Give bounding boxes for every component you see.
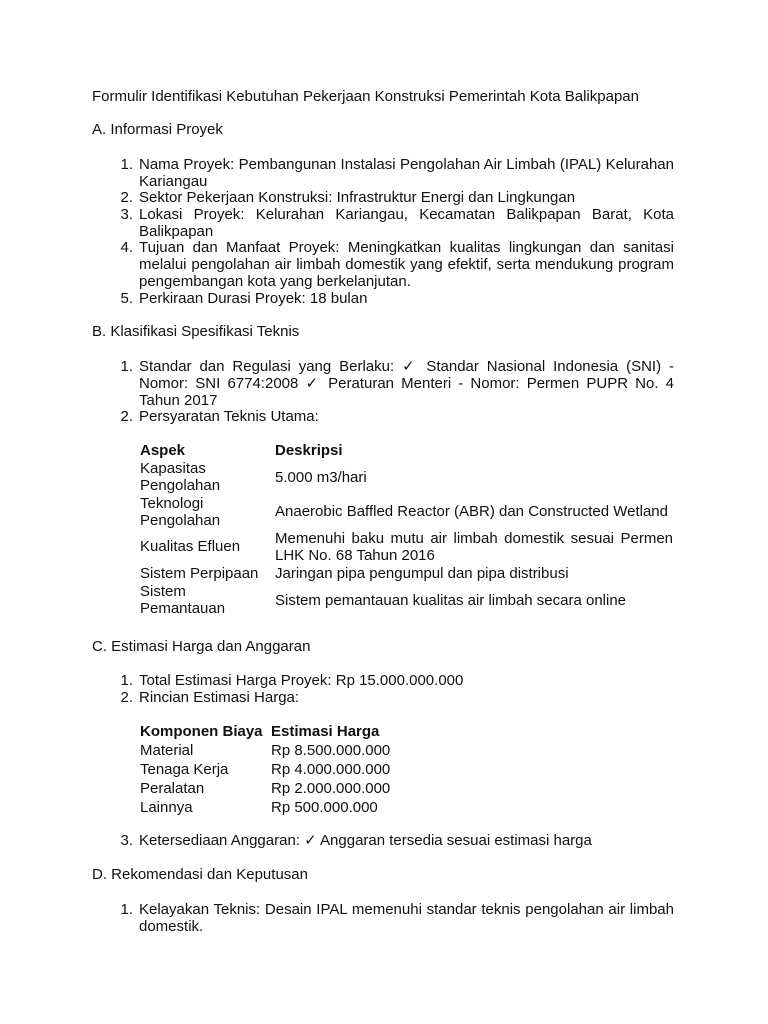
table-row: [140, 798, 390, 817]
table-row: [140, 583, 673, 617]
list-text: Ketersediaan Anggaran: ✓ Anggaran tersedia sesuai estimasi harga: [139, 832, 592, 849]
list-text: Rincian Estimasi Harga:: [139, 689, 300, 706]
column-header: Aspek: [140, 442, 186, 459]
list-text: Total Estimasi Harga Proyek: Rp 15.000.000.000: [139, 672, 464, 689]
table-cell: Sistem pemantauan kualitas air limbah secara online: [275, 591, 627, 609]
table-header-row: [140, 441, 673, 460]
list-text: Perkiraan Durasi Proyek: 18 bulan: [139, 290, 368, 307]
list-number: 3.: [120, 206, 133, 223]
table-cell: Lainnya: [140, 799, 193, 816]
list-number: 5.: [120, 290, 133, 307]
section-b-heading: B. Klasifikasi Spesifikasi Teknis: [92, 323, 300, 340]
table-cell: Rp 500.000.000: [271, 799, 378, 816]
list-number: 3.: [120, 832, 133, 849]
table-cell: Tenaga Kerja: [140, 761, 229, 778]
column-header: Deskripsi: [275, 442, 343, 459]
list-number: 1.: [120, 156, 133, 173]
section-a-heading: A. Informasi Proyek: [92, 121, 223, 138]
column-header: Estimasi Harga: [271, 723, 380, 740]
table-cell: Sistem Pemantauan: [140, 583, 226, 617]
list-number: 2.: [120, 689, 133, 706]
section-d-heading: D. Rekomendasi dan Keputusan: [92, 866, 308, 883]
table-cell: 5.000 m3/hari: [275, 468, 367, 486]
table-row: [140, 529, 673, 564]
list-text: Standar dan Regulasi yang Berlaku: ✓ Standar Nasional Indonesia (SNI) - Nomor: SNI 6774:2008 ✓ Peraturan Menteri - Nomor: Permen PUPR No. 4 Tahun 2017: [139, 358, 674, 409]
table-cell: Material: [140, 742, 194, 759]
column-header: Komponen Biaya: [140, 723, 263, 740]
list-text: Persyaratan Teknis Utama:: [139, 408, 319, 425]
document-title: Formulir Identifikasi Kebutuhan Pekerjaan Konstruksi Pemerintah Kota Balikpapan: [92, 88, 639, 105]
list-number: 1.: [120, 358, 133, 375]
table-row: [140, 741, 390, 760]
list-number: 4.: [120, 239, 133, 256]
table-cell: Rp 2.000.000.000: [271, 780, 391, 797]
list-number: 1.: [120, 672, 133, 689]
table-row: [140, 779, 390, 798]
table-cell: Memenuhi baku mutu air limbah domestik sesuai Permen LHK No. 68 Tahun 2016: [275, 529, 673, 564]
list-number: 2.: [120, 408, 133, 425]
technical-requirements-table: [140, 441, 673, 617]
list-number: 1.: [120, 901, 133, 918]
table-cell: Peralatan: [140, 780, 205, 797]
list-text: Sektor Pekerjaan Konstruksi: Infrastruktur Energi dan Lingkungan: [139, 189, 576, 206]
table-header-row: [140, 722, 390, 741]
table-cell: Kapasitas Pengolahan: [140, 460, 221, 494]
list-text: Lokasi Proyek: Kelurahan Kariangau, Kecamatan Balikpapan Barat, Kota Balikpapan: [139, 206, 674, 240]
list-text: Kelayakan Teknis: Desain IPAL memenuhi standar teknis pengolahan air limbah domestik.: [139, 901, 674, 935]
table-cell: Sistem Perpipaan: [140, 565, 259, 582]
table-cell: Rp 8.500.000.000: [271, 742, 391, 759]
table-row: [140, 460, 673, 494]
table-cell: Rp 4.000.000.000: [271, 761, 391, 778]
table-row: [140, 760, 390, 779]
table-row: [140, 564, 673, 583]
section-c-heading: C. Estimasi Harga dan Anggaran: [92, 638, 311, 655]
table-row: [140, 494, 673, 529]
table-cell: Kualitas Efluen: [140, 538, 241, 555]
list-text: Tujuan dan Manfaat Proyek: Meningkatkan kualitas lingkungan dan sanitasi melalui pengolahan air limbah domestik yang efektif, serta mendukung program pengembangan kota yang berkelanjutan.: [139, 239, 674, 290]
cost-estimate-table: [140, 722, 390, 817]
list-number: 2.: [120, 189, 133, 206]
table-cell: Anaerobic Baffled Reactor (ABR) dan Constructed Wetland: [275, 503, 668, 520]
table-cell: Teknologi Pengolahan: [140, 494, 221, 529]
list-text: Nama Proyek: Pembangunan Instalasi Pengolahan Air Limbah (IPAL) Kelurahan Kariangau: [139, 156, 674, 190]
table-cell: Jaringan pipa pengumpul dan pipa distribusi: [275, 565, 569, 582]
